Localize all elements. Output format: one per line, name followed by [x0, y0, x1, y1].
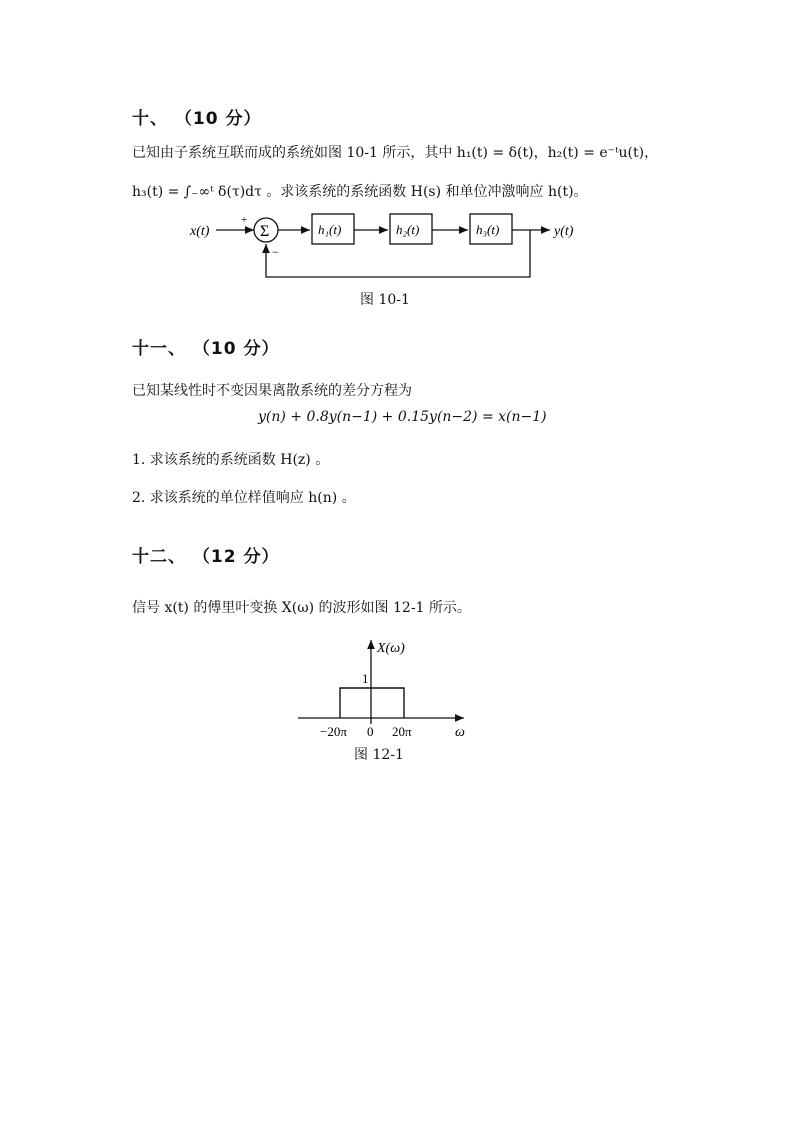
q10-text-line1: 已知由子系统互联而成的系统如图 10-1 所示，其中 h₁(t) = δ(t)，h₂(t) = e⁻ᵗu(t)，	[132, 145, 659, 161]
q11-item-2: 2. 求该系统的单位样值响应 h(n) 。	[132, 490, 356, 506]
figure-10-1-caption: 图 10-1	[360, 292, 410, 308]
q11-heading: 十一、 （10 分）	[132, 339, 280, 359]
tick-neg-20pi: −20π	[320, 724, 347, 739]
amplitude-axis-label: X(ω)	[377, 641, 405, 656]
block-h1	[312, 214, 354, 244]
block-h2-label: h₂(t)	[396, 222, 420, 237]
q10-heading: 十、 （10 分）	[132, 109, 262, 129]
summer-symbol: Σ	[260, 223, 270, 240]
rect-spectrum	[340, 688, 404, 718]
block-h1-label: h₁(t)	[318, 222, 342, 237]
diagram-output-label: y(t)	[554, 224, 574, 239]
block-h3	[470, 214, 512, 244]
q11-intro: 已知某线性时不变因果离散系统的差分方程为	[132, 383, 412, 399]
block-h3-label: h₃(t)	[476, 222, 500, 237]
block-h2	[390, 214, 432, 244]
summer-plus-sign: +	[241, 214, 248, 226]
figure-12-1-caption: 图 12-1	[354, 747, 404, 763]
q12-text-line1: 信号 x(t) 的傅里叶变换 X(ω) 的波形如图 12-1 所示。	[132, 600, 471, 616]
amplitude-value-label: 1	[362, 671, 369, 686]
q11-item-1: 1. 求该系统的系统函数 H(z) 。	[132, 452, 330, 468]
summer-minus-sign: −	[272, 245, 279, 259]
q11-difference-equation: y(n) + 0.8y(n−1) + 0.15y(n−2) = x(n−1)	[258, 409, 547, 425]
tick-pos-20pi: 20π	[392, 724, 412, 739]
tick-zero: 0	[367, 724, 374, 739]
summer-circle	[254, 218, 278, 242]
q10-text-line2: h₃(t) = ∫₋∞ᵗ δ(τ)dτ 。求该系统的系统函数 H(s) 和单位冲激响应 h(t)。	[132, 184, 588, 200]
diagram-input-label: x(t)	[190, 224, 210, 239]
omega-axis-label: ω	[455, 725, 465, 740]
q12-heading: 十二、 （12 分）	[132, 547, 280, 567]
feedback-path	[266, 230, 530, 277]
